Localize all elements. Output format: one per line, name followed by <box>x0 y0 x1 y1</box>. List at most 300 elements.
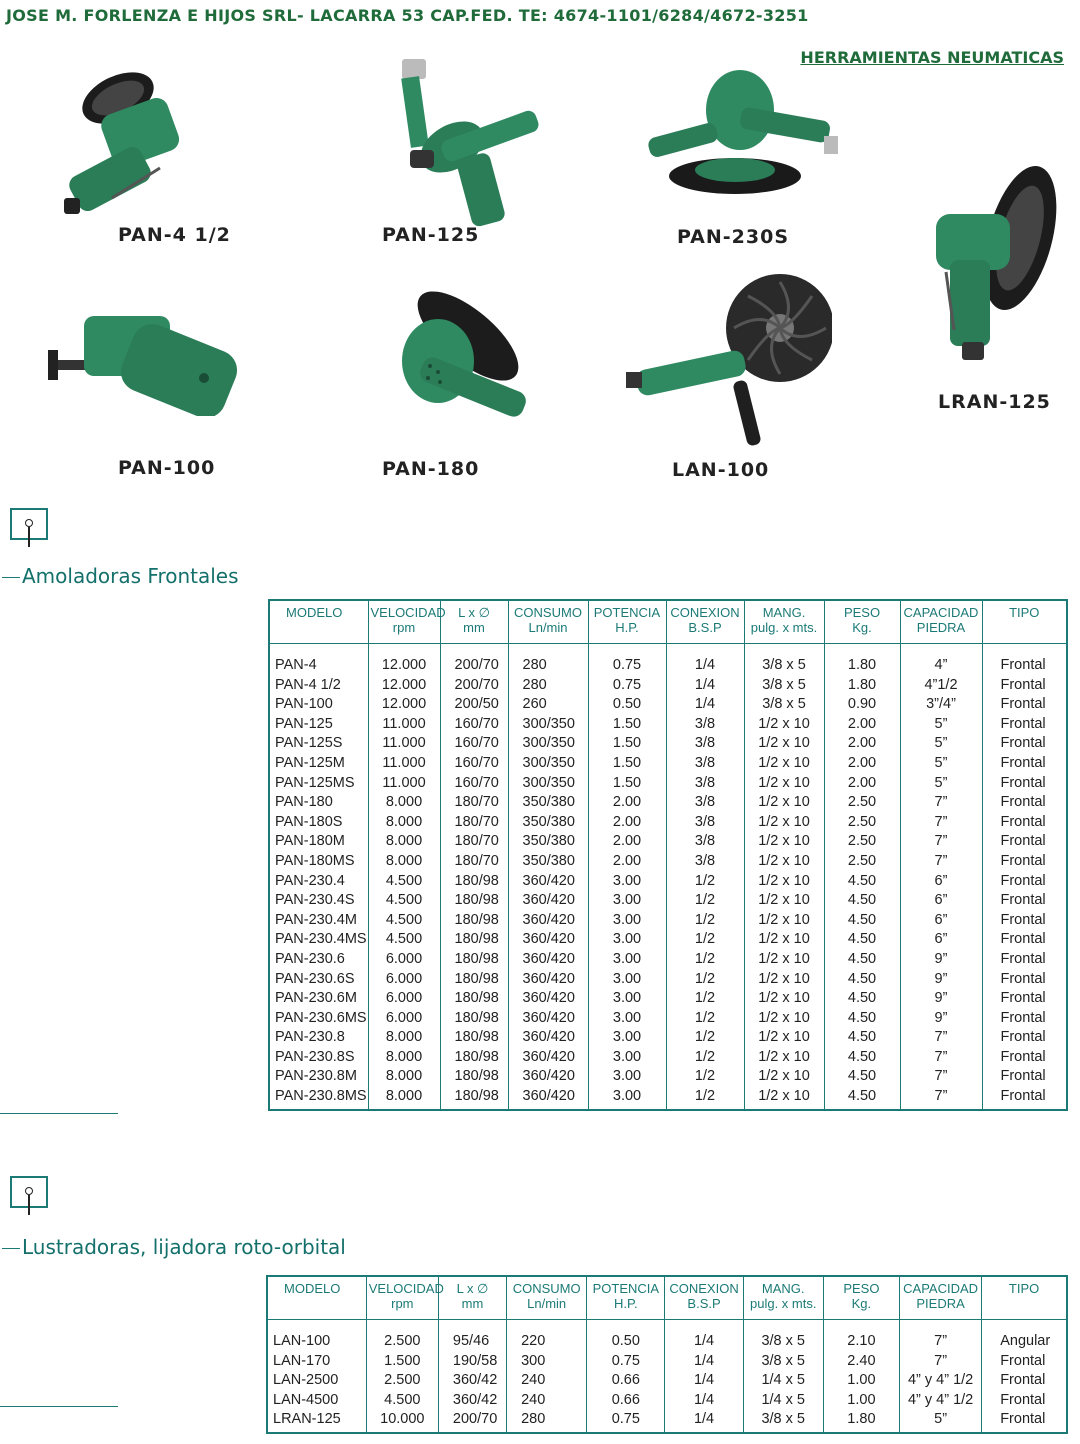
table-cell: 0.50 <box>587 1320 665 1352</box>
table-cell: 3/8 <box>666 754 744 774</box>
table-cell: 3.00 <box>588 911 666 931</box>
table-cell: 360/420 <box>508 1009 588 1029</box>
table-cell: 3/8 x 5 <box>743 1320 823 1352</box>
table-cell: PAN-180MS <box>275 852 355 869</box>
table-cell: 3.00 <box>588 891 666 911</box>
column-header-title: CONEXION <box>669 1281 739 1296</box>
product-photo-pan-230s <box>640 66 840 206</box>
table-cell: 300 <box>507 1352 587 1372</box>
table-cell: 180/98 <box>440 1087 508 1109</box>
column-header-unit: PIEDRA <box>916 620 966 635</box>
table-cell: 2.00 <box>824 754 900 774</box>
table-cell: 1/2 x 10 <box>744 1087 824 1109</box>
column-header-title: CONEXION <box>670 605 740 620</box>
table-cell: Frontal <box>982 1352 1066 1372</box>
table-cell: 8.000 <box>368 852 440 872</box>
table-cell: Frontal <box>982 695 1066 715</box>
table-cell: 9” <box>900 989 982 1009</box>
table-cell: Frontal <box>982 950 1066 970</box>
table-cell: 1/4 <box>665 1352 743 1372</box>
table-cell: 240 <box>507 1371 587 1391</box>
table-row <box>270 950 1066 970</box>
table-cell: 1.80 <box>823 1410 899 1432</box>
table-cell: 360/420 <box>508 891 588 911</box>
table-cell: 6.000 <box>368 970 440 990</box>
column-header-unit: Ln/min <box>527 1296 567 1311</box>
table-row <box>270 793 1066 813</box>
table-cell: 1/2 x 10 <box>744 989 824 1009</box>
table-cell: 2.00 <box>588 852 666 872</box>
table-cell: 8.000 <box>368 832 440 852</box>
table-cell: 3/8 x 5 <box>743 1410 823 1432</box>
product-label-pan-100: PAN-100 <box>118 457 216 479</box>
column-header-unit: mm <box>461 1296 484 1311</box>
table-cell: 95/46 <box>438 1320 506 1352</box>
table-cell: Frontal <box>982 1048 1066 1068</box>
table-cell: 1/4 x 5 <box>743 1391 823 1411</box>
table-cell: PAN-125 <box>275 715 333 732</box>
table-cell: 280 <box>507 1410 587 1432</box>
table-cell: 1/2 x 10 <box>744 872 824 892</box>
table-cell: PAN-100 <box>275 696 333 713</box>
table-cell: 0.66 <box>587 1391 665 1411</box>
column-header-unit: rpm <box>391 1296 414 1311</box>
table-cell: 8.000 <box>368 1067 440 1087</box>
column-header-unit: pulg. x mts. <box>750 620 818 635</box>
table-cell: 200/50 <box>440 695 508 715</box>
table-row <box>270 1009 1066 1029</box>
table-cell: 3.00 <box>588 1087 666 1109</box>
table-cell: 9” <box>900 970 982 990</box>
table-cell: 190/58 <box>438 1352 506 1372</box>
table-cell: 1/2 <box>666 930 744 950</box>
company-header: JOSE M. FORLENZA E HIJOS SRL- LACARRA 53 CAP.FED. TE: 4674-1101/6284/4672-3251 <box>6 6 809 25</box>
table-row <box>268 1320 1066 1352</box>
column-header <box>440 601 508 644</box>
table-row <box>270 813 1066 833</box>
table-cell: 4”1/2 <box>900 676 982 696</box>
table-cell: 3”/4” <box>900 695 982 715</box>
product-photo-pan-100 <box>44 296 244 416</box>
table-cell: 3.00 <box>588 872 666 892</box>
column-header-title: L x ∅ <box>456 1281 489 1296</box>
section-2-marker-icon <box>10 1176 48 1208</box>
table-cell: 1/2 x 10 <box>744 891 824 911</box>
table-cell: 4.50 <box>824 872 900 892</box>
table-cell: Frontal <box>982 1009 1066 1029</box>
table-cell: PAN-125MS <box>275 774 355 791</box>
column-header-title: PESO <box>843 1281 880 1296</box>
column-header-title: POTENCIA <box>592 1281 660 1296</box>
table-cell: 350/380 <box>508 832 588 852</box>
table-cell: Frontal <box>982 754 1066 774</box>
column-header-title: CAPACIDAD <box>903 1281 979 1296</box>
table-row <box>270 1067 1066 1087</box>
column-header <box>587 1277 665 1320</box>
table-cell: 3/8 x 5 <box>744 644 824 676</box>
table-cell: 1/4 <box>666 644 744 676</box>
table-cell: 180/98 <box>440 950 508 970</box>
table-cell: 0.66 <box>587 1371 665 1391</box>
table-cell: 4” <box>900 644 982 676</box>
column-header-title: MODELO <box>284 1281 341 1296</box>
table-cell: 6.000 <box>368 950 440 970</box>
table-cell: 360/420 <box>508 1067 588 1087</box>
table-cell: Frontal <box>982 676 1066 696</box>
category-title: HERRAMIENTAS NEUMATICAS <box>800 48 1064 67</box>
table-cell: 1.50 <box>588 734 666 754</box>
table-cell: 12.000 <box>368 695 440 715</box>
table-cell: 160/70 <box>440 774 508 794</box>
column-header-title: VELOCIDAD <box>370 605 446 620</box>
table-cell: 4.50 <box>824 891 900 911</box>
table-cell: 360/420 <box>508 950 588 970</box>
table-cell: 180/98 <box>440 970 508 990</box>
table-cell: 2.00 <box>824 715 900 735</box>
table-cell: 240 <box>507 1391 587 1411</box>
table-cell: 5” <box>900 1410 982 1432</box>
table-row <box>270 989 1066 1009</box>
table-cell: 1.500 <box>366 1352 438 1372</box>
table-row <box>270 676 1066 696</box>
table-cell: 360/420 <box>508 930 588 950</box>
table-cell: 180/98 <box>440 1009 508 1029</box>
table-cell: 350/380 <box>508 793 588 813</box>
column-header <box>824 601 900 644</box>
table-cell: 1/2 x 10 <box>744 715 824 735</box>
table-cell: 0.50 <box>588 695 666 715</box>
column-header-unit: B.S.P <box>687 1296 721 1311</box>
table-cell: 6” <box>900 930 982 950</box>
table-cell: 280 <box>508 644 588 676</box>
table-cell: 3/8 <box>666 813 744 833</box>
table-cell: 350/380 <box>508 813 588 833</box>
table-cell: PAN-230.4 <box>275 872 345 889</box>
spec-table-lustradoras <box>266 1275 1068 1434</box>
column-header-unit: mm <box>463 620 485 635</box>
table-cell: 9” <box>900 950 982 970</box>
table-cell: 11.000 <box>368 734 440 754</box>
column-header <box>368 601 446 644</box>
column-header-unit: H.P. <box>614 1296 638 1311</box>
product-label-pan-180: PAN-180 <box>382 458 480 480</box>
table-row <box>270 754 1066 774</box>
table-cell: 350/380 <box>508 852 588 872</box>
table-cell: 1/2 x 10 <box>744 911 824 931</box>
section-1-marker-icon <box>10 508 48 540</box>
table-cell: 4.50 <box>824 1067 900 1087</box>
table-cell: 8.000 <box>368 1028 440 1048</box>
table-cell: 1/2 <box>666 872 744 892</box>
table-cell: 160/70 <box>440 754 508 774</box>
table-cell: 12.000 <box>368 676 440 696</box>
table-cell: LRAN-125 <box>273 1411 341 1428</box>
product-photo-pan-125 <box>380 55 580 230</box>
column-header <box>270 601 368 644</box>
table-cell: Frontal <box>982 813 1066 833</box>
table-cell: 2.500 <box>366 1371 438 1391</box>
table-cell: 220 <box>507 1320 587 1352</box>
table-cell: 200/70 <box>438 1410 506 1432</box>
table-cell: 1/2 x 10 <box>744 1048 824 1068</box>
table-cell: PAN-180M <box>275 833 345 850</box>
column-header-title: MANG. <box>761 1281 805 1296</box>
table-cell: Angular <box>982 1320 1066 1352</box>
table-cell: 3/8 <box>666 793 744 813</box>
table-cell: 180/70 <box>440 832 508 852</box>
table-cell: 1/4 <box>665 1410 743 1432</box>
table-cell: 180/98 <box>440 911 508 931</box>
table-cell: Frontal <box>982 872 1066 892</box>
table-cell: 7” <box>900 1352 982 1372</box>
table-cell: 360/42 <box>438 1371 506 1391</box>
table-cell: 1/2 x 10 <box>744 774 824 794</box>
table-row <box>270 644 1066 676</box>
table-cell: 3/8 <box>666 734 744 754</box>
table-cell: 200/70 <box>440 644 508 676</box>
table-cell: 4.50 <box>824 970 900 990</box>
table-cell: 2.00 <box>588 793 666 813</box>
column-header-title: MODELO <box>286 605 343 620</box>
table-cell: PAN-230.8 <box>275 1029 345 1046</box>
table-cell: 180/98 <box>440 989 508 1009</box>
divider-line <box>0 1406 118 1407</box>
table-cell: 180/70 <box>440 852 508 872</box>
table-cell: 180/70 <box>440 793 508 813</box>
table-cell: 4” y 4” 1/2 <box>900 1371 982 1391</box>
table-cell: 3/8 <box>666 715 744 735</box>
table-cell: 1.00 <box>823 1371 899 1391</box>
table-cell: 6” <box>900 911 982 931</box>
table-cell: 3.00 <box>588 1067 666 1087</box>
table-cell: 1/2 <box>666 1028 744 1048</box>
table-cell: 2.50 <box>824 813 900 833</box>
column-header-title: L x ∅ <box>458 605 490 620</box>
table-cell: 1/2 x 10 <box>744 793 824 813</box>
column-header <box>507 1277 587 1320</box>
column-header <box>508 601 588 644</box>
table-cell: 3/8 <box>666 852 744 872</box>
table-cell: 7” <box>900 1087 982 1109</box>
table-cell: 4.50 <box>824 1048 900 1068</box>
table-row <box>270 970 1066 990</box>
table-cell: 4.500 <box>368 911 440 931</box>
table-cell: 1/2 <box>666 891 744 911</box>
table-cell: 360/420 <box>508 989 588 1009</box>
table-row <box>268 1391 1066 1411</box>
table-cell: 4.50 <box>824 911 900 931</box>
table-row <box>270 715 1066 735</box>
table-row <box>270 930 1066 950</box>
column-header-title: PESO <box>843 605 881 620</box>
table-cell: 2.50 <box>824 793 900 813</box>
product-photo-pan-4-1-2 <box>60 60 260 220</box>
product-label-pan-4-1-2: PAN-4 1/2 <box>118 224 231 246</box>
product-label-pan-125: PAN-125 <box>382 224 480 246</box>
table-row <box>270 695 1066 715</box>
table-cell: 12.000 <box>368 644 440 676</box>
table-cell: 4.50 <box>824 1009 900 1029</box>
table-cell: 2.50 <box>824 852 900 872</box>
table-cell: 7” <box>900 813 982 833</box>
table-cell: 160/70 <box>440 734 508 754</box>
table-cell: PAN-4 <box>275 657 317 673</box>
table-cell: Frontal <box>982 715 1066 735</box>
table-cell: 1/2 x 10 <box>744 832 824 852</box>
column-header-unit: PIEDRA <box>916 1296 965 1311</box>
table-cell: PAN-230.8M <box>275 1068 357 1085</box>
table-cell: 1/2 x 10 <box>744 1067 824 1087</box>
table-cell: 1.50 <box>588 774 666 794</box>
table-cell: Frontal <box>982 1410 1066 1432</box>
table-cell: 200/70 <box>440 676 508 696</box>
table-cell: 4” y 4” 1/2 <box>900 1391 982 1411</box>
table-cell: 1.00 <box>823 1391 899 1411</box>
product-label-lan-100: LAN-100 <box>672 459 770 481</box>
table-cell: 3/8 <box>666 774 744 794</box>
table-cell: Frontal <box>982 989 1066 1009</box>
table-cell: 0.75 <box>588 676 666 696</box>
column-header <box>588 601 666 644</box>
table-cell: 1/2 x 10 <box>744 852 824 872</box>
table-cell: 8.000 <box>368 793 440 813</box>
table-cell: PAN-4 1/2 <box>275 676 341 693</box>
table-cell: 2.10 <box>823 1320 899 1352</box>
table-cell: 1.80 <box>824 676 900 696</box>
table-cell: 3/8 x 5 <box>744 676 824 696</box>
table-cell: 1/2 x 10 <box>744 950 824 970</box>
table-cell: Frontal <box>982 1028 1066 1048</box>
table-row <box>270 734 1066 754</box>
table-cell: 1.80 <box>824 644 900 676</box>
table-cell: 1/2 <box>666 1009 744 1029</box>
table-cell: 2.00 <box>588 813 666 833</box>
table-cell: 8.000 <box>368 1048 440 1068</box>
table-cell: Frontal <box>982 1391 1066 1411</box>
table-cell: 7” <box>900 832 982 852</box>
table-cell: 1/2 x 10 <box>744 813 824 833</box>
table-cell: 180/98 <box>440 891 508 911</box>
table-cell: 3/8 x 5 <box>744 695 824 715</box>
table-cell: 11.000 <box>368 754 440 774</box>
table-cell: 3.00 <box>588 1048 666 1068</box>
table-cell: 180/70 <box>440 813 508 833</box>
column-header-unit: rpm <box>392 620 416 635</box>
table-row <box>268 1410 1066 1432</box>
table-cell: LAN-2500 <box>273 1372 339 1389</box>
table-cell: 1/4 <box>666 676 744 696</box>
table-cell: 180/98 <box>440 1028 508 1048</box>
table-cell: PAN-230.4S <box>275 892 355 909</box>
table-cell: 1/2 <box>666 989 744 1009</box>
table-cell: 6” <box>900 872 982 892</box>
table-cell: 180/98 <box>440 1048 508 1068</box>
table-row <box>270 1087 1066 1109</box>
table-cell: Frontal <box>982 774 1066 794</box>
column-header <box>666 601 744 644</box>
table-cell: 4.50 <box>824 1028 900 1048</box>
product-label-lran-125: LRAN-125 <box>938 391 1051 413</box>
table-cell: 300/350 <box>508 715 588 735</box>
table-cell: 360/420 <box>508 970 588 990</box>
column-header <box>744 601 824 644</box>
section-2-title: Lustradoras, lijadora roto-orbital <box>22 1235 346 1259</box>
table-cell: 0.75 <box>587 1410 665 1432</box>
table-cell: 6.000 <box>368 1009 440 1029</box>
column-header-title: VELOCIDAD <box>368 1281 444 1296</box>
column-header-unit: B.S.P <box>688 620 722 635</box>
table-cell: 1.50 <box>588 754 666 774</box>
table-row <box>270 872 1066 892</box>
table-cell: 4.50 <box>824 1087 900 1109</box>
product-photo-pan-180 <box>368 286 568 431</box>
table-cell: PAN-230.8MS <box>275 1088 367 1105</box>
table-cell: 1/4 <box>665 1391 743 1411</box>
table-cell: 3/8 x 5 <box>743 1352 823 1372</box>
table-cell: 9” <box>900 1009 982 1029</box>
table-cell: 6.000 <box>368 989 440 1009</box>
table-cell: Frontal <box>982 852 1066 872</box>
column-header-title: TIPO <box>1009 605 1040 620</box>
table-cell: 1/2 <box>666 1087 744 1109</box>
table-cell: 3.00 <box>588 989 666 1009</box>
table-cell: 1/4 <box>666 695 744 715</box>
table-cell: 4.500 <box>366 1391 438 1411</box>
table-cell: Frontal <box>982 1087 1066 1109</box>
table-cell: 360/420 <box>508 1028 588 1048</box>
column-header-title: CONSUMO <box>512 1281 581 1296</box>
column-header-title: MANG. <box>762 605 806 620</box>
table-cell: PAN-125S <box>275 735 343 752</box>
table-cell: Frontal <box>982 891 1066 911</box>
table-cell: 3/8 <box>666 832 744 852</box>
table-cell: 3.00 <box>588 970 666 990</box>
product-label-pan-230s: PAN-230S <box>677 226 790 248</box>
product-photo-lan-100 <box>622 270 822 455</box>
table-cell: 360/420 <box>508 872 588 892</box>
table-cell: Frontal <box>982 734 1066 754</box>
column-header <box>268 1277 366 1320</box>
table-cell: Frontal <box>982 1371 1066 1391</box>
table-cell: 4.500 <box>368 872 440 892</box>
table-cell: PAN-230.6MS <box>275 1009 367 1026</box>
table-cell: LAN-170 <box>273 1352 331 1369</box>
table-cell: 7” <box>900 1048 982 1068</box>
column-header <box>823 1277 899 1320</box>
table-cell: 360/42 <box>438 1391 506 1411</box>
table-cell: 1/2 <box>666 911 744 931</box>
table-cell: 3.00 <box>588 1009 666 1029</box>
table-cell: Frontal <box>982 644 1066 676</box>
table-cell: 1/2 x 10 <box>744 930 824 950</box>
table-cell: 7” <box>900 1320 982 1352</box>
table-row <box>270 832 1066 852</box>
table-cell: 1/2 <box>666 1048 744 1068</box>
column-header <box>900 601 982 644</box>
product-photo-lran-125 <box>920 150 1080 365</box>
table-cell: 2.00 <box>824 734 900 754</box>
table-cell: PAN-125M <box>275 754 345 771</box>
table-cell: 180/98 <box>440 872 508 892</box>
column-header-title: TIPO <box>1008 1281 1040 1296</box>
column-header <box>982 601 1066 644</box>
column-header-title: CAPACIDAD <box>903 605 979 620</box>
section-1-title: Amoladoras Frontales <box>22 564 239 588</box>
table-cell: Frontal <box>982 930 1066 950</box>
table-cell: 1/2 x 10 <box>744 1009 824 1029</box>
table-row <box>270 891 1066 911</box>
column-header <box>665 1277 743 1320</box>
